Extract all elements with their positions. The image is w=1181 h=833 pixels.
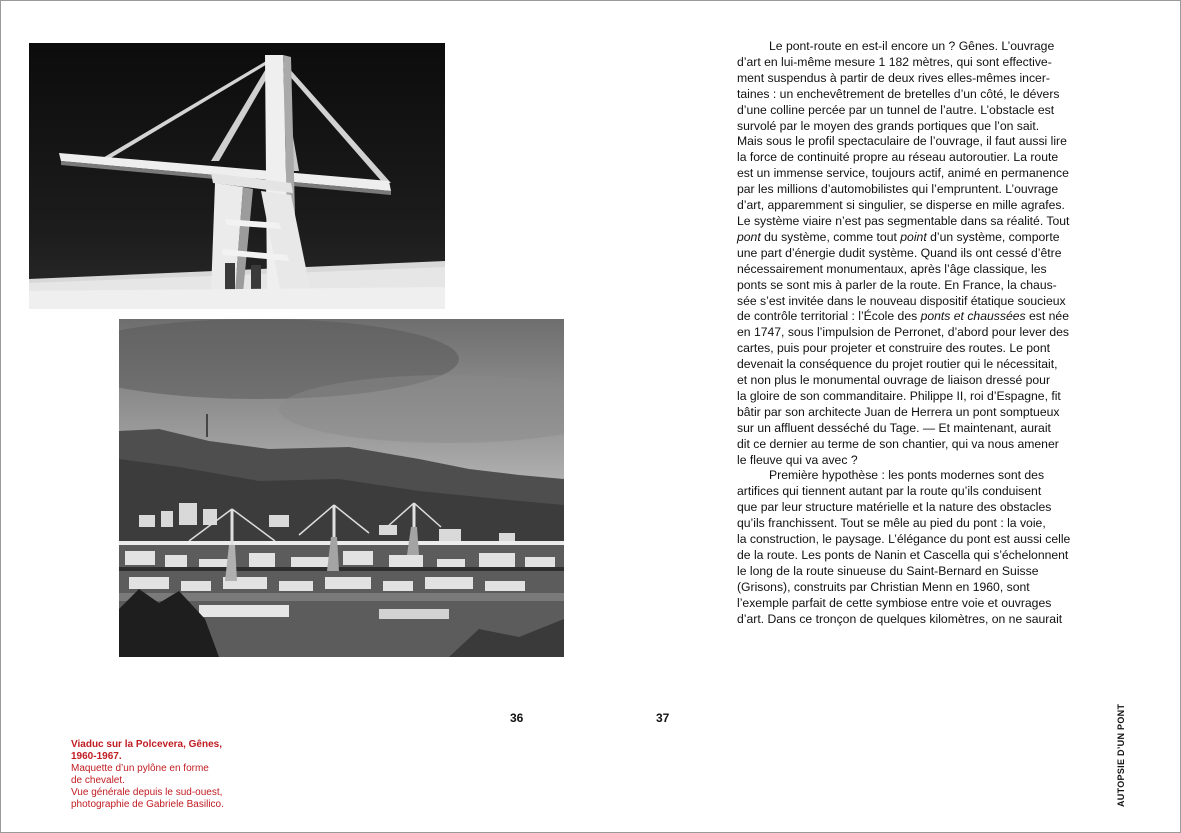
caption-description-line: photographie de Gabriele Basilico.: [71, 799, 224, 810]
genoa-viaduct-photo: [119, 319, 564, 657]
body-text-line: de contrôle territorial : l’École des ponts et chaussées est née: [737, 309, 1069, 324]
body-text-line: bâtir par son architecte Juan de Herrera un pont somptueux: [737, 404, 1060, 419]
body-text-line: d’art en lui-même mesure 1 182 mètres, qui sont effective-: [737, 54, 1052, 69]
body-text-line: la gloire de son commanditaire. Philippe II, roi d’Espagne, fit: [737, 388, 1061, 403]
body-text-line: le long de la route sinueuse du Saint-Bernard en Suisse: [737, 563, 1039, 578]
running-head-text: AUTOPSIE D’UN PONT: [1116, 703, 1126, 807]
page-number-left: 36: [510, 711, 524, 725]
body-text-line: Le pont-route en est-il encore un ? Gênes. L’ouvrage: [769, 39, 1055, 53]
body-text-line: dit ce dernier au terme de son chantier, qui va nous amener: [737, 436, 1059, 451]
body-text-line: artifices qui tiennent autant par la route qu’ils conduisent: [737, 484, 1042, 499]
body-text-line: survolé par le moyen des grands portiques que l’on sait.: [737, 118, 1040, 133]
body-text-line: d’art, apparemment si singulier, se disperse en mille agrafes.: [737, 198, 1065, 213]
body-text-line: le fleuve qui va avec ?: [737, 452, 858, 467]
body-text-line: cartes, puis pour projeter et construire des routes. Le pont: [737, 341, 1050, 356]
body-text-line: d’art. Dans ce tronçon de quelques kilomètres, on ne saurait: [737, 611, 1063, 626]
body-text-line: pont du système, comme tout point d’un système, comporte: [737, 229, 1060, 244]
body-text-line: devenait la conséquence du projet routier qui le nécessitait,: [737, 357, 1058, 372]
bridge-model-photo: [29, 43, 445, 309]
body-text-line: Première hypothèse : les ponts modernes sont des: [769, 468, 1045, 483]
body-text-line: sur un affluent desséché du Tage. — Et maintenant, aurait: [737, 420, 1051, 435]
body-text-line: taines : un enchevêtrement de bretelles d’un côté, le dévers: [737, 86, 1060, 101]
body-text-line: la construction, le paysage. L’élégance du pont est aussi celle: [737, 532, 1071, 547]
body-text-line: l’exemple parfait de cette symbiose entre voie et ouvrages: [737, 595, 1052, 610]
running-head: [1109, 703, 1133, 807]
caption-description-line: de chevalet.: [71, 775, 125, 786]
page-number-right: 37: [656, 711, 670, 725]
caption-title-line: Viaduc sur la Polcevera, Gênes,: [71, 739, 223, 750]
body-text-line: sée s’est invitée dans le nouveau dispositif étatique soucieux: [737, 293, 1066, 308]
body-text-line: ponts se sont mis à parler de la route. En France, la chaus-: [737, 277, 1057, 292]
body-text-line: qu’ils franchissent. Tout se mêle au pied du pont : la voie,: [737, 516, 1046, 531]
caption-description-line: Maquette d’un pylône en forme: [71, 763, 209, 774]
caption-title-line: 1960-1967.: [71, 751, 122, 762]
body-text-line: et non plus le monumental ouvrage de liaison dressé pour: [737, 373, 1051, 388]
body-text-line: nécessairement monumentaux, après l’âge classique, les: [737, 261, 1047, 276]
body-text-line: de la route. Les ponts de Nanin et Cascella qui s’échelonnent: [737, 548, 1069, 562]
body-text-line: Le système viaire n’est pas segmentable dans sa réalité. Tout: [737, 213, 1070, 228]
caption-description-line: Vue générale depuis le sud-ouest,: [71, 787, 223, 798]
body-text: [737, 39, 1071, 628]
body-text-line: par les millions d’automobilistes qui l’empruntent. L’ouvrage: [737, 182, 1059, 197]
body-text-line: est un immense service, toujours actif, animé en permanence: [737, 166, 1069, 181]
body-text-line: Mais sous le profil spectaculaire de l’ouvrage, il faut aussi lire: [737, 134, 1067, 149]
body-text-line: d’une colline percée par un tunnel de l’autre. L’obstacle est: [737, 102, 1055, 117]
body-text-line: une part d’énergie dudit système. Quand ils ont cessé d’être: [737, 245, 1062, 260]
body-text-line: en 1747, sous l’impulsion de Perronet, d’abord pour lever des: [737, 325, 1069, 340]
figure-caption: [71, 739, 271, 811]
body-text-line: que par leur structure matérielle et la nature des obstacles: [737, 500, 1052, 515]
body-text-line: la force de continuité propre au réseau autoroutier. La route: [737, 150, 1059, 165]
body-text-line: (Grisons), construits par Christian Menn en 1960, sont: [737, 579, 1030, 594]
body-text-line: ment suspendus à partir de deux rives elles-mêmes incer-: [737, 70, 1050, 85]
